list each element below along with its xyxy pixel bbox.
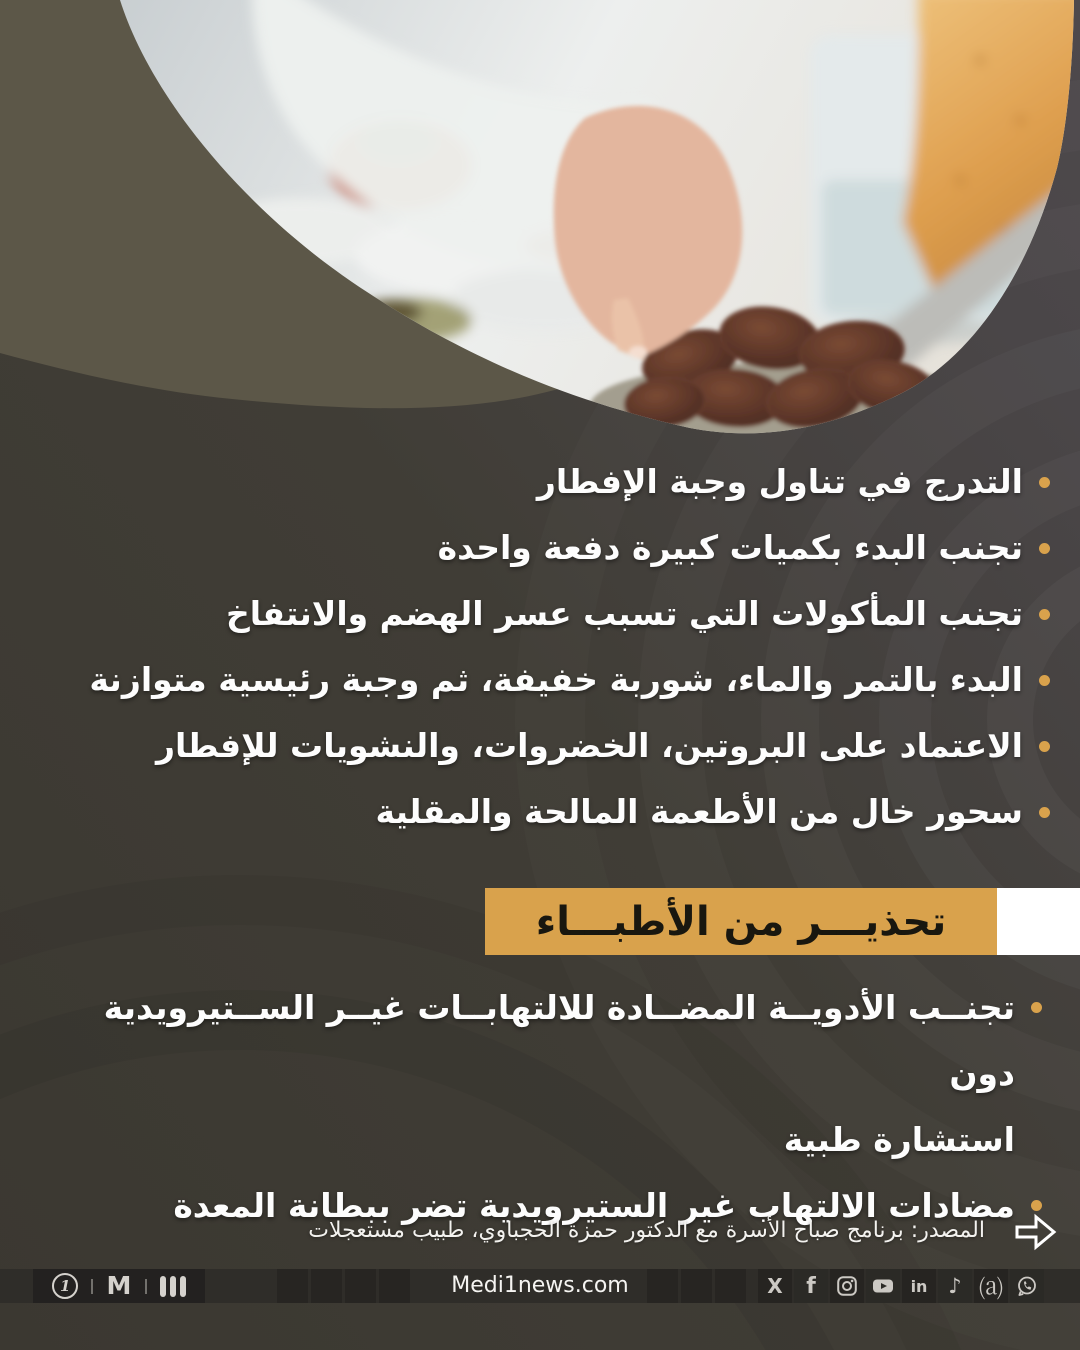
threads-icon[interactable]: ⒜: [974, 1269, 1008, 1303]
bullet-dot-icon: [1039, 609, 1050, 620]
list-item: [20, 461, 1050, 503]
heading-accent-strip: [997, 888, 1080, 955]
next-arrow-icon[interactable]: [1012, 1210, 1058, 1254]
decorative-squares: [647, 1269, 746, 1303]
warning-line: تجنــب الأدويــة المضــادة للالتهابــات غيــر الســتيرويدية دون: [103, 988, 1015, 1093]
instagram-icon[interactable]: [830, 1269, 864, 1303]
bullet-dot-icon: [1039, 807, 1050, 818]
youtube-icon[interactable]: [866, 1269, 900, 1303]
x-twitter-icon[interactable]: X: [758, 1269, 792, 1303]
warning-line: استشارة طبية: [783, 1120, 1015, 1159]
tip-text: تجنب البدء بكميات كبيرة دفعة واحدة: [437, 528, 1023, 567]
warning-text: [40, 975, 1015, 1173]
brand-logo-group: [33, 1269, 205, 1303]
website-url[interactable]: Medi1news.com: [451, 1273, 629, 1298]
medi1-circle-1-logo: 1: [52, 1273, 78, 1299]
list-item: [20, 725, 1050, 767]
warning-heading-text: تحذيـــر من الأطبـــاء: [535, 898, 947, 945]
tip-text: تجنب المأكولات التي تسبب عسر الهضم والانتفاخ: [226, 594, 1023, 633]
facebook-icon[interactable]: f: [794, 1269, 828, 1303]
tips-list: [20, 461, 1050, 857]
medi1-m-logo: M: [106, 1271, 132, 1300]
tip-text: التدرج في تناول وجبة الإفطار: [536, 462, 1023, 501]
bullet-dot-icon: [1039, 543, 1050, 554]
warning-line: مضادات الالتهاب غير الستيرويدية تضر ببطانة المعدة: [173, 1186, 1015, 1225]
logo-separator: [145, 1279, 147, 1294]
whatsapp-icon[interactable]: [1010, 1269, 1044, 1303]
bullet-dot-icon: [1039, 477, 1050, 488]
linkedin-icon[interactable]: in: [902, 1269, 936, 1303]
warning-list: [40, 975, 1042, 1239]
list-item: [20, 659, 1050, 701]
logo-separator: [91, 1279, 93, 1294]
list-item: [20, 791, 1050, 833]
source-credit: المصدر: برنامج صباح الأسرة مع الدكتور حمزة الحجباوي، طبيب مستعجلات: [308, 1218, 985, 1243]
decorative-squares: [277, 1269, 410, 1303]
footer-bar: [0, 1269, 1080, 1303]
list-item: [40, 975, 1042, 1173]
bullet-dot-icon: [1031, 1002, 1042, 1013]
social-icons-row: [758, 1269, 1044, 1303]
list-item: [20, 593, 1050, 635]
tip-text: البدء بالتمر والماء، شوربة خفيفة، ثم وجبة رئيسية متوازنة: [89, 660, 1023, 699]
medi1-bars-logo: [160, 1276, 186, 1297]
bullet-dot-icon: [1039, 741, 1050, 752]
bullet-dot-icon: [1039, 675, 1050, 686]
warning-heading-box: [485, 888, 997, 955]
tip-text: الاعتماد على البروتين، الخضروات، والنشويات للإفطار: [155, 726, 1023, 765]
warning-heading-band: [0, 888, 1080, 955]
tip-text: سحور خال من الأطعمة المالحة والمقلية: [375, 792, 1023, 831]
list-item: [20, 527, 1050, 569]
tiktok-icon[interactable]: ♪: [938, 1269, 972, 1303]
